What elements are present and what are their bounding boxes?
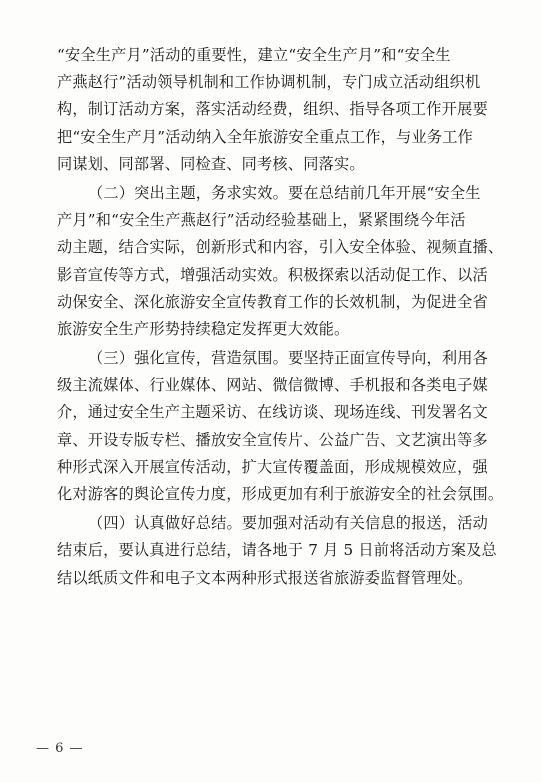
text-line: 结以纸质文件和电子文本两种形式报送省旅游委监督管理处。 — [57, 568, 473, 587]
text-line: 产月”和“安全生产燕赵行”活动经验基础上，紧紧围绕今年活 — [57, 211, 466, 230]
paragraph-continuation — [57, 42, 499, 178]
text-line: （二）突出主题，务求实效。要在总结前几年开展“安全生 — [88, 183, 481, 202]
text-line: 化对游客的舆论宣传力度，形成更加有利于旅游安全的社会氛围。 — [57, 485, 504, 503]
text-line: 章、开设专版专栏、播放安全宣传片、公益广告、文艺演出等多 — [57, 430, 488, 449]
text-line: 动主题，结合实际，创新形式和内容，引入安全体验、视频直播、 — [57, 238, 504, 257]
document-body — [57, 42, 504, 592]
text-line: 把“安全生产月”活动纳入全年旅游安全重点工作，与业务工作 — [57, 127, 474, 146]
paragraph-strengthen-publicity — [57, 345, 504, 508]
text-line: （四）认真做好总结。要加强对活动有关信息的报送，活动 — [88, 514, 489, 533]
text-line: （三）强化宣传，营造氛围。要坚持正面宣传导向，利用各 — [88, 349, 489, 368]
text-line: 介，通过安全生产主题采访、在线访谈、现场连线、刊发署名文 — [57, 403, 488, 422]
text-line: 动保安全、深化旅游安全宣传教育工作的长效机制，为促进全省 — [57, 292, 488, 311]
text-line: 旅游安全生产形势持续稳定发挥更大效能。 — [57, 319, 350, 338]
paragraph-summary — [57, 510, 499, 592]
text-line: 影音宣传等方式，增强活动实效。积极探索以活动促工作、以活 — [57, 265, 488, 284]
paragraph-highlight-theme — [57, 180, 504, 343]
page-number: — 6 — — [36, 741, 84, 756]
text-line: 同谋划、同部署、同检查、同考核、同落实。 — [57, 154, 365, 173]
text-line: 产燕赵行”活动领导机制和工作协调机制，专门成立活动组织机 — [57, 73, 481, 92]
text-line: 结束后，要认真进行总结，请各地于 7 月 5 日前将活动方案及总 — [57, 541, 497, 560]
text-line: 构，制订活动方案，落实活动经费，组织、指导各项工作开展要 — [57, 100, 488, 119]
text-line: “安全生产月”活动的重要性，建立“安全生产月”和“安全生 — [57, 46, 451, 64]
text-line: 种形式深入开展宣传活动，扩大宣传覆盖面，形成规模效应，强 — [57, 457, 488, 476]
text-line: 级主流媒体、行业媒体、网站、微信微博、手机报和各类电子媒 — [57, 376, 488, 395]
